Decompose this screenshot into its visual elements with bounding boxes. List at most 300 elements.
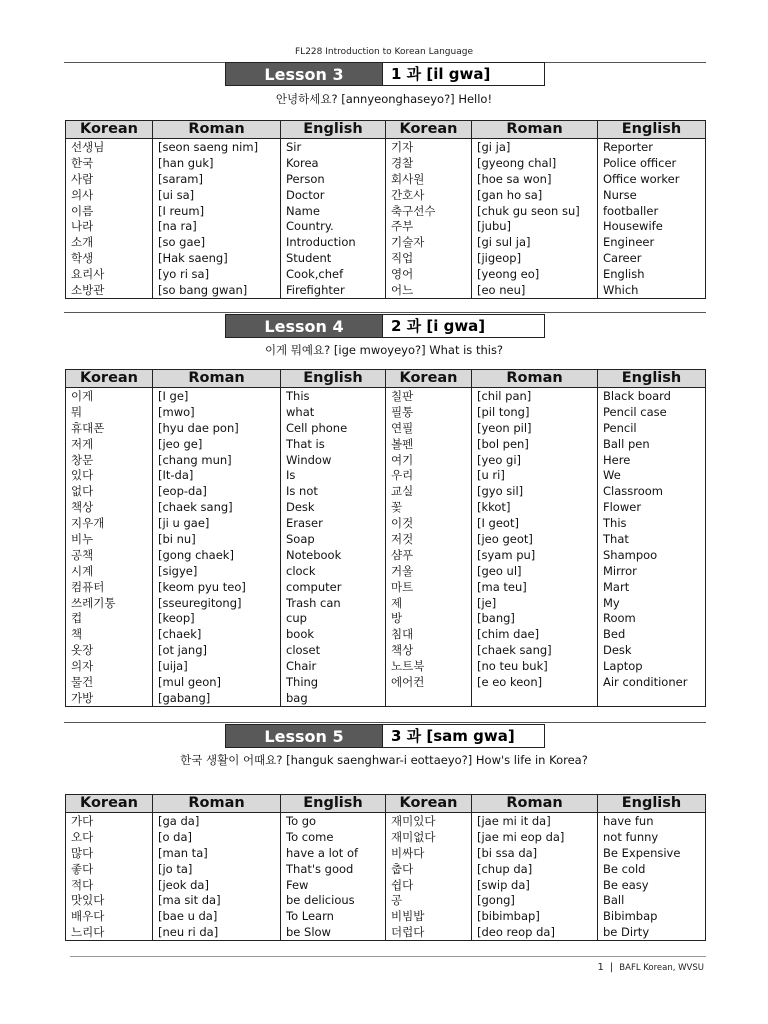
table-cell: 간호사 [386,187,472,203]
table-cell: Here [598,452,706,468]
table-cell: [jae mi it da] [472,813,598,829]
table-cell: have fun [598,813,706,829]
table-cell: [yeong eo] [472,266,598,282]
lesson-subtitle: 이게 뭐예요? [ige mwoyeyo?] What is this? [264,343,504,357]
table-cell: Person [281,171,386,187]
table-cell: 의사 [66,187,153,203]
table-cell: [jubu] [472,218,598,234]
table-row [66,563,706,579]
table-cell: 공책 [66,547,153,563]
table-cell: bag [281,690,386,706]
table-cell: 사람 [66,171,153,187]
table-cell: 가방 [66,690,153,706]
table-cell: [so bang gwan] [153,282,281,298]
table-cell: [jigeop] [472,250,598,266]
table-cell: [bibimbap] [472,908,598,924]
table-cell: 시계 [66,563,153,579]
table-cell: 쓰레기통 [66,595,153,611]
table-cell: Is not [281,483,386,499]
table-cell: 에어컨 [386,674,472,690]
table-cell: 휴대폰 [66,420,153,436]
table-cell: Desk [598,642,706,658]
table-cell: Ball [598,892,706,908]
column-header: Korean [386,795,472,813]
table-row [66,250,706,266]
table-row [66,218,706,234]
table-cell: 회사원 [386,171,472,187]
table-cell: 재미있다 [386,813,472,829]
table-row [66,690,706,706]
footer-separator: | [609,962,614,973]
table-cell: Reporter [598,139,706,155]
table-cell: [sigye] [153,563,281,579]
table-cell: [Hak saeng] [153,250,281,266]
table-row [66,861,706,877]
column-header: Korean [66,121,153,139]
table-cell: Pencil [598,420,706,436]
table-cell: 쉽다 [386,877,472,893]
table-cell: Sir [281,139,386,155]
column-header: English [281,795,386,813]
table-cell: Housewife [598,218,706,234]
table-row [66,642,706,658]
table-cell: 선생님 [66,139,153,155]
lesson-label: Lesson 5 [225,724,383,748]
table-cell: 학생 [66,250,153,266]
table-cell: 뭐 [66,404,153,420]
table-row [66,420,706,436]
vocab-table-lesson-3 [65,120,706,299]
table-cell: 볼펜 [386,436,472,452]
table-cell: 이름 [66,203,153,219]
table-cell: 저게 [66,436,153,452]
table-cell: be Slow [281,924,386,940]
table-row [66,483,706,499]
lesson-label: Lesson 3 [225,62,383,86]
table-cell: Black board [598,388,706,404]
table-cell: [gong chaek] [153,547,281,563]
column-header: Roman [472,795,598,813]
table-row [66,452,706,468]
table-row [66,499,706,515]
table-row [66,171,706,187]
table-cell: 필통 [386,404,472,420]
table-cell: 공 [386,892,472,908]
lesson-subtitle: 한국 생활이 어때요? [hanguk saenghwar-i eottaeyo?] How's life in Korea? [180,753,588,767]
table-cell: 한국 [66,155,153,171]
table-cell: To go [281,813,386,829]
table-row [66,908,706,924]
lesson-number: 3 과 [sam gwa] [383,724,545,748]
footer-organization: BAFL Korean, WVSU [619,963,704,973]
table-cell: [bi nu] [153,531,281,547]
table-cell: [jae mi eop da] [472,829,598,845]
table-row [66,924,706,940]
table-row [66,547,706,563]
column-header: Korean [386,370,472,388]
table-row [66,139,706,155]
column-header: English [598,795,706,813]
table-cell: 어느 [386,282,472,298]
table-row [66,531,706,547]
table-cell: Firefighter [281,282,386,298]
section-divider [64,722,706,723]
table-cell: 이게 [66,388,153,404]
table-cell: 적다 [66,877,153,893]
column-header: English [281,121,386,139]
table-cell: Cell phone [281,420,386,436]
table-cell: [keop] [153,610,281,626]
table-cell: 방 [386,610,472,626]
table-cell: Career [598,250,706,266]
table-cell: English [598,266,706,282]
table-cell: Chair [281,658,386,674]
table-cell: 책상 [386,642,472,658]
section-divider [64,312,706,313]
column-header: Korean [66,370,153,388]
table-cell: Korea [281,155,386,171]
table-cell: [deo reop da] [472,924,598,940]
table-cell: [syam pu] [472,547,598,563]
table-cell: Be cold [598,861,706,877]
lesson-label: Lesson 4 [225,314,383,338]
table-cell: That is [281,436,386,452]
table-row [66,282,706,298]
table-cell: Laptop [598,658,706,674]
table-cell: [jo ta] [153,861,281,877]
table-cell: [It-da] [153,467,281,483]
table-cell: [hyu dae pon] [153,420,281,436]
table-cell: Bed [598,626,706,642]
page-number: 1 [597,962,604,973]
column-header: English [598,121,706,139]
table-cell: 칠판 [386,388,472,404]
table-cell: Police officer [598,155,706,171]
table-row [66,626,706,642]
vocab-table-lesson-5 [65,794,706,941]
table-cell: We [598,467,706,483]
table-cell: 나라 [66,218,153,234]
table-cell: 없다 [66,483,153,499]
table-cell: [uija] [153,658,281,674]
table-cell: 우리 [386,467,472,483]
table-cell: [keom pyu teo] [153,579,281,595]
table-cell: [bol pen] [472,436,598,452]
table-cell: 책상 [66,499,153,515]
table-cell: Mart [598,579,706,595]
table-cell: 비싸다 [386,845,472,861]
table-cell: computer [281,579,386,595]
table-header-row [66,121,706,139]
table-cell: [man ta] [153,845,281,861]
table-cell: [ot jang] [153,642,281,658]
table-cell: [je] [472,595,598,611]
table-cell: Introduction [281,234,386,250]
table-cell: 경찰 [386,155,472,171]
table-cell: 직업 [386,250,472,266]
table-cell: [e eo keon] [472,674,598,690]
lesson-4-title-box [225,314,545,338]
table-cell: closet [281,642,386,658]
table-cell: Engineer [598,234,706,250]
table-cell: Flower [598,499,706,515]
table-cell: [sseuregitong] [153,595,281,611]
table-cell: Cook,chef [281,266,386,282]
table-cell: 여기 [386,452,472,468]
table-cell: [I ge] [153,388,281,404]
table-cell: [ma sit da] [153,892,281,908]
table-cell: Mirror [598,563,706,579]
table-row [66,515,706,531]
table-cell: [bi ssa da] [472,845,598,861]
table-row [66,829,706,845]
table-cell: be Dirty [598,924,706,940]
table-cell: [gyeong chal] [472,155,598,171]
column-header: Roman [472,121,598,139]
table-cell: [I reum] [153,203,281,219]
table-cell: what [281,404,386,420]
table-cell: [chaek sang] [472,642,598,658]
lesson-3-title-box [225,62,545,86]
table-row [66,813,706,829]
table-cell: [bae u da] [153,908,281,924]
table-cell: [han guk] [153,155,281,171]
table-cell: 요리사 [66,266,153,282]
table-cell: [gabang] [153,690,281,706]
table-cell: Thing [281,674,386,690]
table-cell: [chaek] [153,626,281,642]
table-cell: That's good [281,861,386,877]
table-cell: 컴퓨터 [66,579,153,595]
table-cell: 저것 [386,531,472,547]
table-cell: [ui sa] [153,187,281,203]
table-cell: footballer [598,203,706,219]
table-cell: [o da] [153,829,281,845]
table-cell: 옷장 [66,642,153,658]
table-cell [472,690,598,706]
table-cell: cup [281,610,386,626]
table-cell: [jeo geot] [472,531,598,547]
table-cell: 침대 [386,626,472,642]
table-row [66,610,706,626]
table-cell: [eo neu] [472,282,598,298]
table-cell: My [598,595,706,611]
table-cell: 주부 [386,218,472,234]
lesson-subtitle: 안녕하세요? [annyeonghaseyo?] Hello! [275,92,493,106]
table-cell: [gi ja] [472,139,598,155]
column-header: Roman [472,370,598,388]
table-cell: Air conditioner [598,674,706,690]
table-cell: [jeo ge] [153,436,281,452]
table-row [66,579,706,595]
table-cell: be delicious [281,892,386,908]
table-cell: Ball pen [598,436,706,452]
table-row [66,203,706,219]
table-cell: [so gae] [153,234,281,250]
table-cell: Eraser [281,515,386,531]
table-cell: [chim dae] [472,626,598,642]
column-header: Korean [66,795,153,813]
table-cell: [chaek sang] [153,499,281,515]
table-cell: [gong] [472,892,598,908]
table-cell: [gan ho sa] [472,187,598,203]
table-cell: [yeo gi] [472,452,598,468]
table-cell: 축구선수 [386,203,472,219]
table-cell: 많다 [66,845,153,861]
column-header: English [598,370,706,388]
table-cell: [kkot] [472,499,598,515]
table-cell: 맛있다 [66,892,153,908]
table-row [66,467,706,483]
table-cell: [hoe sa won] [472,171,598,187]
table-cell: 영어 [386,266,472,282]
table-cell: 교실 [386,483,472,499]
table-cell: [chuk gu seon su] [472,203,598,219]
table-cell: book [281,626,386,642]
table-cell: Office worker [598,171,706,187]
table-cell: Country. [281,218,386,234]
table-cell: 좋다 [66,861,153,877]
table-row [66,266,706,282]
table-cell: 소방관 [66,282,153,298]
table-row [66,388,706,404]
table-cell: [no teu buk] [472,658,598,674]
table-header-row [66,370,706,388]
table-row [66,155,706,171]
lesson-5-title-box [225,724,545,748]
page-footer [598,962,704,973]
table-cell: [ma teu] [472,579,598,595]
table-header-row [66,795,706,813]
table-cell: [ji u gae] [153,515,281,531]
table-cell: 소개 [66,234,153,250]
table-cell: Name [281,203,386,219]
table-cell: [pil tong] [472,404,598,420]
table-cell: [gi sul ja] [472,234,598,250]
table-cell: Is [281,467,386,483]
table-cell: 샴푸 [386,547,472,563]
table-cell: 있다 [66,467,153,483]
table-cell: [geo ul] [472,563,598,579]
table-cell: [eop-da] [153,483,281,499]
table-cell: Pencil case [598,404,706,420]
table-row [66,187,706,203]
table-cell: 춥다 [386,861,472,877]
table-row [66,404,706,420]
table-cell: Be Expensive [598,845,706,861]
table-cell: That [598,531,706,547]
table-cell: [bang] [472,610,598,626]
table-cell: 더럽다 [386,924,472,940]
table-cell: [gyo sil] [472,483,598,499]
table-row [66,658,706,674]
column-header: English [281,370,386,388]
table-cell: [swip da] [472,877,598,893]
table-cell: have a lot of [281,845,386,861]
table-cell [386,690,472,706]
table-cell: 배우다 [66,908,153,924]
table-cell: [yeon pil] [472,420,598,436]
table-cell: [mwo] [153,404,281,420]
table-cell: Desk [281,499,386,515]
table-cell: 책 [66,626,153,642]
table-cell: To Learn [281,908,386,924]
table-cell: 오다 [66,829,153,845]
table-row [66,595,706,611]
table-cell: [I geot] [472,515,598,531]
table-cell [598,690,706,706]
table-cell: 비누 [66,531,153,547]
column-header: Roman [153,370,281,388]
table-cell: Student [281,250,386,266]
table-cell: Few [281,877,386,893]
table-cell: Room [598,610,706,626]
table-cell: Window [281,452,386,468]
column-header: Korean [386,121,472,139]
table-cell: 물건 [66,674,153,690]
table-cell: 꽃 [386,499,472,515]
lesson-number: 1 과 [il gwa] [383,62,545,86]
table-cell: 기술자 [386,234,472,250]
table-cell: [ga da] [153,813,281,829]
table-cell: Doctor [281,187,386,203]
table-cell: [neu ri da] [153,924,281,940]
table-cell: [seon saeng nim] [153,139,281,155]
table-cell: 컵 [66,610,153,626]
table-cell: 창문 [66,452,153,468]
table-cell: This [598,515,706,531]
table-cell: [na ra] [153,218,281,234]
table-cell: Soap [281,531,386,547]
table-cell: 기자 [386,139,472,155]
table-cell: 제 [386,595,472,611]
table-cell: 연필 [386,420,472,436]
column-header: Roman [153,795,281,813]
table-cell: Trash can [281,595,386,611]
table-cell: To come [281,829,386,845]
table-row [66,674,706,690]
table-cell: Bibimbap [598,908,706,924]
table-cell: 재미없다 [386,829,472,845]
table-cell: [saram] [153,171,281,187]
table-row [66,234,706,250]
table-cell: 이것 [386,515,472,531]
table-cell: Be easy [598,877,706,893]
table-cell: [jeok da] [153,877,281,893]
table-row [66,845,706,861]
footer-divider [70,956,706,957]
table-cell: 느리다 [66,924,153,940]
table-cell: 마트 [386,579,472,595]
table-row [66,892,706,908]
table-cell: 의자 [66,658,153,674]
column-header: Roman [153,121,281,139]
table-cell: Classroom [598,483,706,499]
table-cell: 가다 [66,813,153,829]
lesson-number: 2 과 [i gwa] [383,314,545,338]
table-cell: not funny [598,829,706,845]
table-cell: Which [598,282,706,298]
table-cell: [yo ri sa] [153,266,281,282]
table-cell: [chil pan] [472,388,598,404]
table-cell: Shampoo [598,547,706,563]
table-cell: This [281,388,386,404]
table-cell: [chup da] [472,861,598,877]
table-cell: [chang mun] [153,452,281,468]
table-row [66,877,706,893]
table-cell: Notebook [281,547,386,563]
table-cell: clock [281,563,386,579]
